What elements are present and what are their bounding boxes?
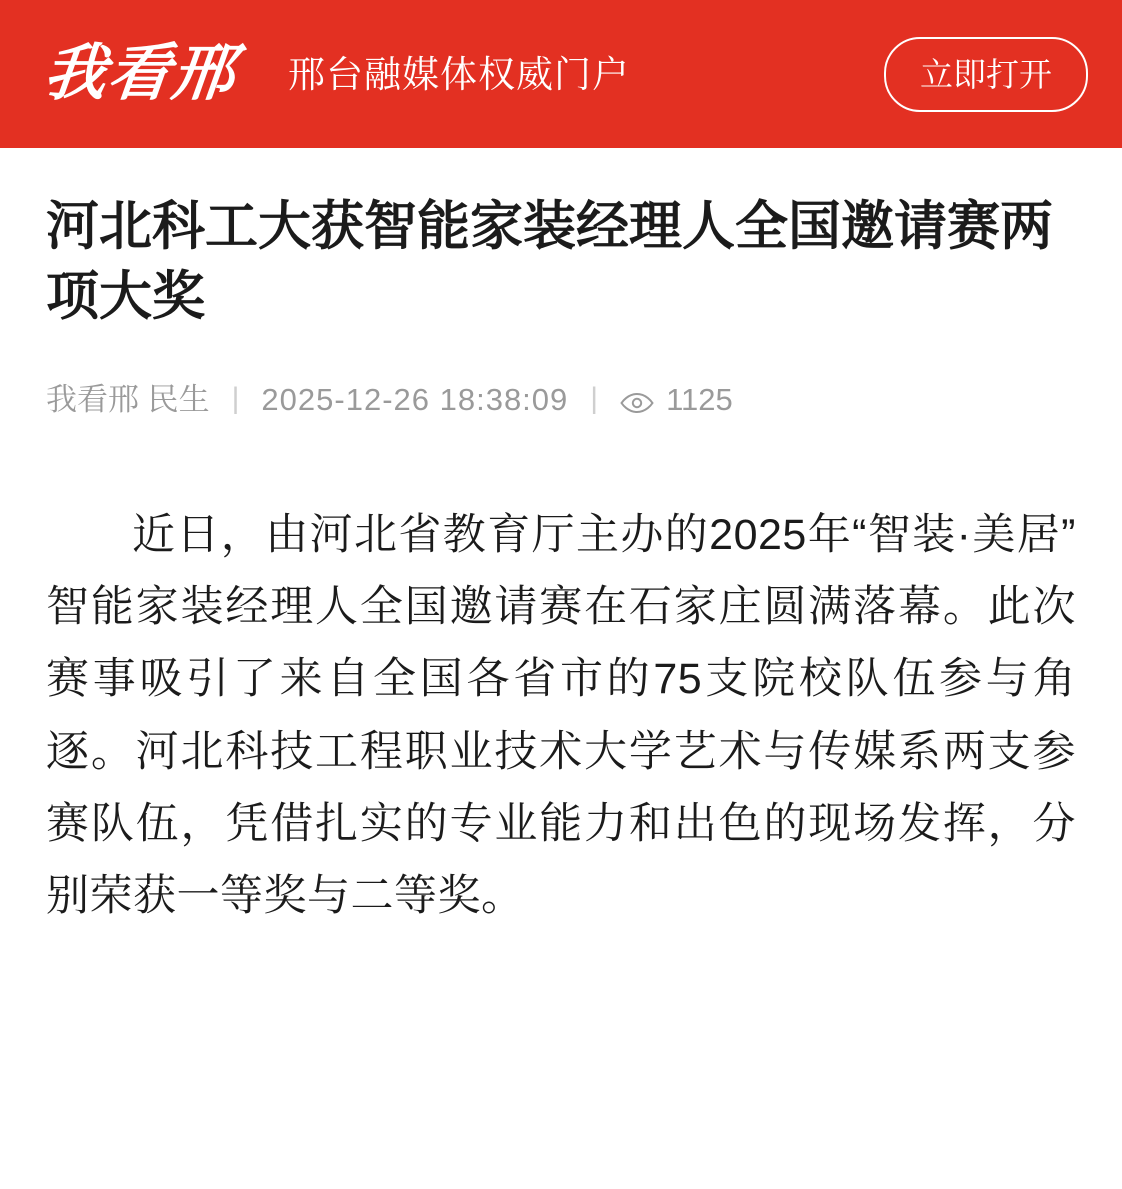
article-body bbox=[46, 499, 1076, 932]
article-timestamp: 2025-12-26 18:38:09 bbox=[261, 381, 569, 417]
article-meta bbox=[46, 381, 1076, 417]
meta-separator-2: | bbox=[590, 382, 599, 416]
open-app-button[interactable]: 立即打开 bbox=[884, 37, 1088, 112]
page-title: 河北科工大获智能家装经理人全国邀请赛两项大奖 bbox=[46, 197, 1053, 326]
article-container bbox=[0, 148, 1122, 932]
article-views bbox=[620, 381, 733, 417]
view-count: 1125 bbox=[666, 381, 733, 417]
brand-logo: 我看邢 bbox=[40, 40, 240, 108]
article-paragraph: 近日，由河北省教育厅主办的2025年“智装·美居”智能家装经理人全国邀请赛在石家庄圆满落幕。此次赛事吸引了来自全国各省市的75支院校队伍参与角逐。河北科技工程职业技术大学艺术与传媒系两支参赛队伍，凭借扎实的专业能力和出色的现场发挥，分别荣获一等奖与二等奖。 bbox=[46, 510, 1076, 921]
brand-slogan: 邢台融媒体权威门户 bbox=[288, 53, 631, 95]
app-promo-banner bbox=[0, 0, 1122, 148]
article-source: 我看邢 民生 bbox=[46, 381, 210, 417]
eye-icon bbox=[620, 388, 654, 410]
meta-separator-1: | bbox=[231, 382, 240, 416]
